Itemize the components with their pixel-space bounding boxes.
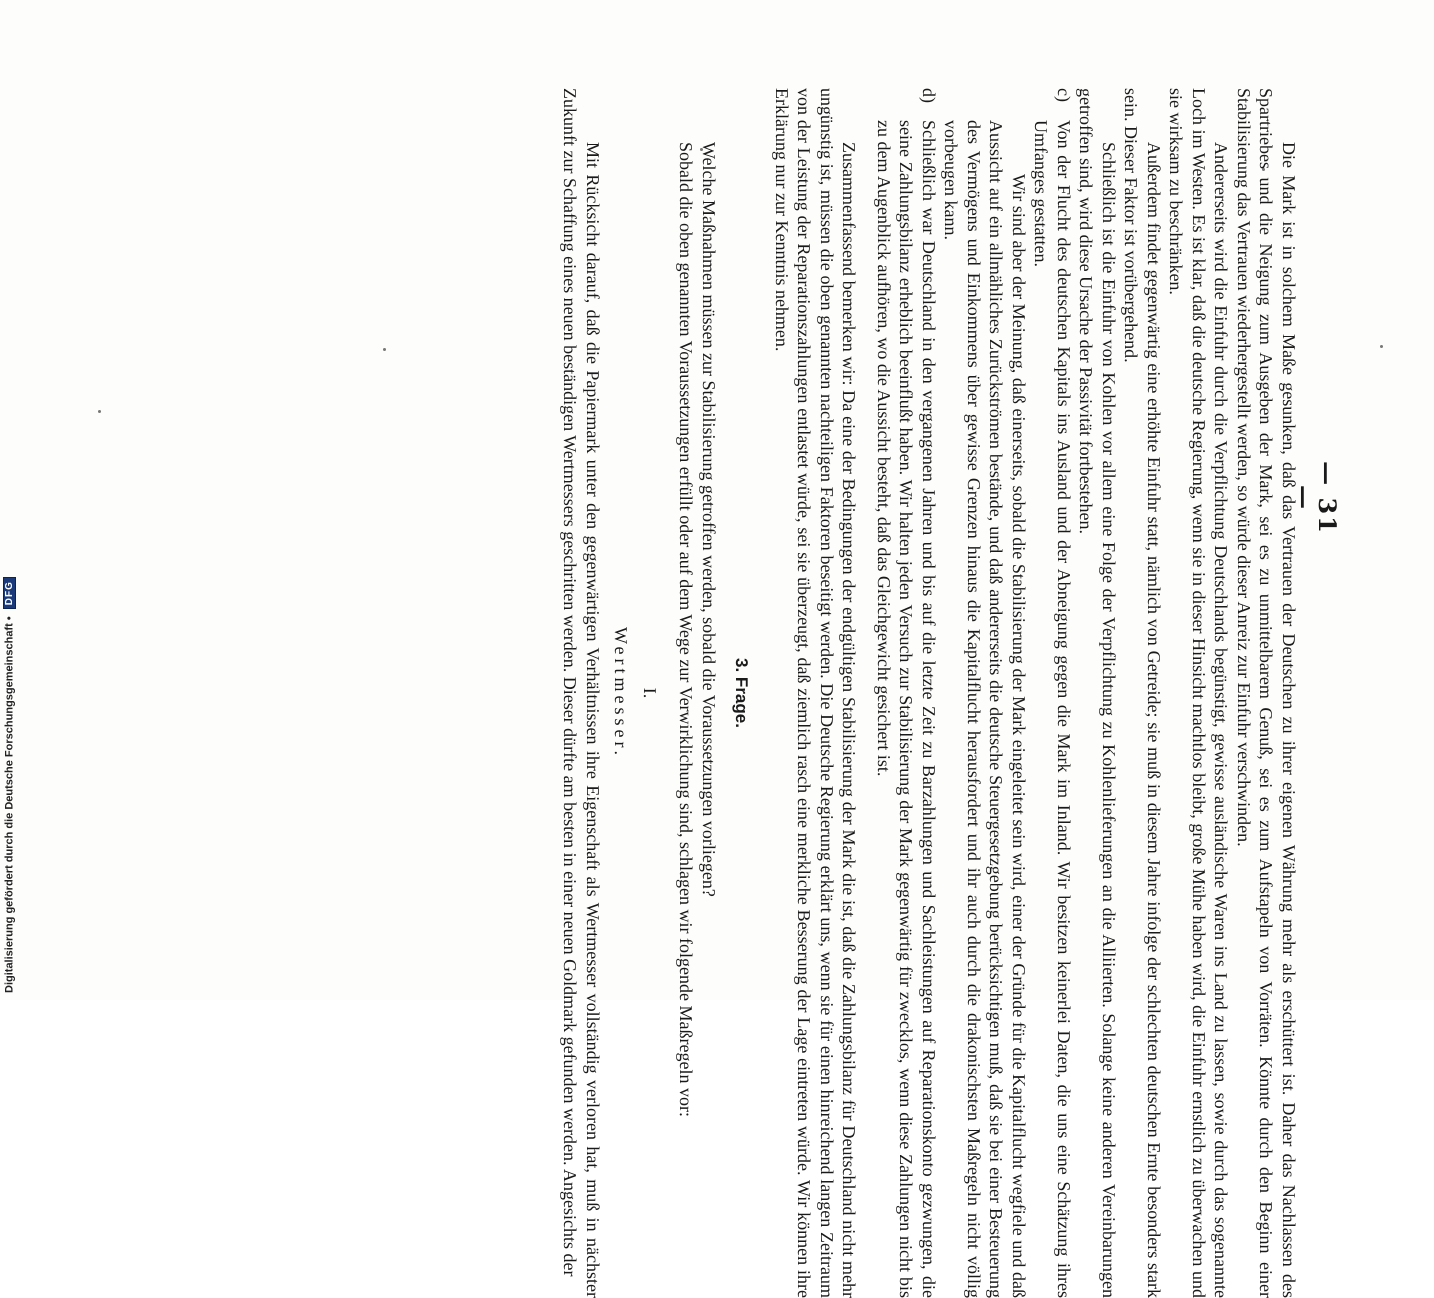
paragraph: Andererseits wird die Einfuhr durch die Verpflichtung Deutschlands begünstigt, gewisse ausländische Waren ins Land zu lassen, sowie durch das sogenannte Loch im Westen. Es ist klar, daß die deutsche Regierung, wenn sie in dieser Hinsicht machtlos bleibt, große Mühe haben wird, die Einfuhr ernstlich zu überwachen und sie wirksam zu beschränken.: [1166, 88, 1232, 1298]
list-item-subparagraph: Wir sind aber der Meinung, daß einerseits, sobald die Stabilisierung der Mark eingeleitet sein wird, einer der Gründe für die Kapitalflucht wegfiele und daß Aussicht auf ein allmähliches Zurückströmen bestände, und daß andererseits die deutsche Steuergesetzgebung berücksichtigen muß, daß sie bei einer Besteuerung des Vermögens und Einkommens über gewisse Grenzen hinaus die Kapitalflucht herausfordert und ihr auch durch die drakonischsten Maßregeln nicht völlig vorbeugen kann.: [941, 120, 1029, 1298]
roman-numeral-heading: I.: [640, 687, 660, 699]
list-item-body: [940, 120, 1075, 1298]
scan-speck: [98, 410, 101, 413]
subsection-title: Wertmesser.: [611, 626, 632, 760]
page-body: [559, 88, 1300, 1298]
scan-speck: [1380, 345, 1383, 348]
page-number: — 31 —: [1290, 461, 1342, 535]
list-item-c: [940, 88, 1075, 1298]
list-item-text: Schließlich war Deutschland in den vergangenen Jahren und bis auf die letzte Zeit zu Barzahlungen und Sachleistungen auf Reparationskonto gezwungen, die seine Zahlungsbilanz erheblich beeinflußt haben. Wir halten jeden Versuch zur Stabilisierung der Mark gegenwärtig für zwecklos, wenn diese Zahlungen nicht bis zu dem Augenblick aufhören, wo die Aussicht besteht, daß das Gleichgewicht gesichert ist.: [874, 120, 939, 1298]
list-item-d: [873, 88, 941, 1298]
digitization-footer: [3, 577, 16, 993]
paragraph: Schließlich ist die Einfuhr von Kohlen vor allem eine Folge der Verpflichtung zu Kohlenlieferungen an die Alliierten. Solange keine anderen Vereinbarungen getroffen sind, wird diese Ursache der Passivität fortbestehen.: [1076, 88, 1119, 1298]
paragraph: Die Mark ist in solchem Maße gesunken, daß das Vertrauen der Deutschen zu ihrer eigenen Währung mehr als erschüttert ist. Daher das Nachlassen des Spartriebes und die Neigung zum Ausgeben der Mark, sei es zu unmittelbarem Genuß, sei es zum Aufstapeln von Vorräten. Könnte durch den Beginn einer Stabilisierung das Vertrauen wiederhergestellt werden, so würde dieser Anreiz zur Einfuhr verschwinden.: [1234, 88, 1299, 1298]
dfg-logo: DFG: [3, 577, 16, 609]
paragraph: Außerdem findet gegenwärtig eine erhöhte Einfuhr statt, nämlich von Getreide; sie muß in diesem Jahre infolge der schlechten deutschen Ernte besonders stark sein. Dieser Faktor ist vorübergehend.: [1121, 88, 1164, 1298]
question-paragraph: Welche Maßnahmen müssen zur Stabilisierung getroffen werden, sobald die Voraussetzungen vorliegen?: [699, 142, 719, 897]
list-marker: c): [1054, 88, 1074, 102]
list-item-text: Von der Flucht des deutschen Kapitals ins Ausland und der Abneigung gegen die Mark im Inland. Wir besitzen keinerlei Daten, die uns eine Schätzung ihres Umfanges gestatten.: [1031, 120, 1074, 1298]
rotated-page-content: [130, 88, 1342, 1298]
paragraph: Mit Rücksicht darauf, daß die Papiermark unter den gegenwärtigen Verhältnissen ihre Eigenschaft als Wertmesser vollständig verloren hat, muß in nächster Zukunft zur Schaffung eines neuen beständigen Wertmessers geschritten werden. Dieser dürfte am besten in einer neuen Goldmark gefunden werden. Angesichts der: [560, 88, 603, 1298]
summary-paragraph: Zusammenfassend bemerken wir: Da eine der Bedingungen der endgültigen Stabilisierung der Mark die ist, daß die Zahlungsbilanz für Deutschland nicht mehr ungünstig ist, müssen die oben genannten nachteiligen Faktoren beseitigt werden. Die Deutsche Regierung erklärt uns, wenn sie für einen hinreichend langen Zeitraum von der Leistung der Reparationszahlungen entlastet würde, sei sie überzeugt, daß ziemlich rasch eine merkliche Besserung der Lage eintreten würde. Wir können ihre Erklärung nur zur Kenntnis nehmen.: [772, 88, 860, 1298]
answer-paragraph: Sobald die oben genannten Voraussetzungen erfüllt oder auf dem Wege zur Verwirklichung sind, schlagen wir folgende Maßregeln vor:: [676, 142, 697, 1117]
section-heading: 3. Frage.: [732, 658, 752, 728]
list-marker: d): [919, 88, 939, 103]
list-item-body: [873, 120, 941, 1298]
footer-text: Digitalisierung gefördert durch die Deutsche Forschungsgemeinschaft •: [3, 616, 16, 993]
spacer: [861, 88, 873, 1298]
